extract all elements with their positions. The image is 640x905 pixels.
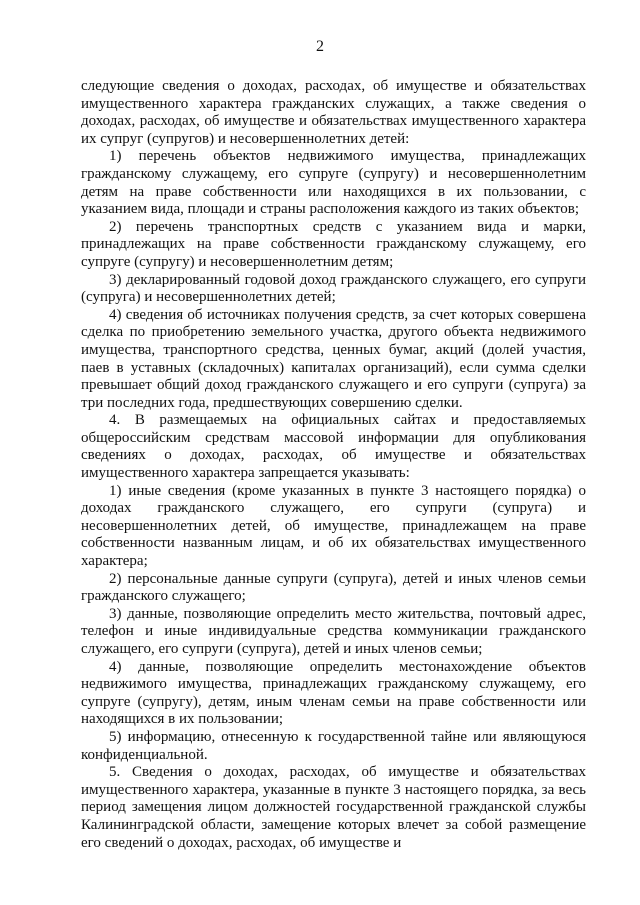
paragraph: 2) перечень транспортных средств с указанием вида и марки, принадлежащих на праве собственности гражданскому служащему, его супруге (супругу) и несовершеннолетним детям; <box>81 218 586 270</box>
document-body <box>81 78 586 852</box>
paragraph: 5. Сведения о доходах, расходах, об имуществе и обязательствах имущественного характера, указанные в пункте 3 настоящего порядка, за весь период замещения лицом должностей государственной гражданской службы Калининградской области, замещение которых влечет за собой размещение его сведений о доходах, расходах, об имуществе и <box>81 764 586 851</box>
paragraph: 4) данные, позволяющие определить местонахождение объектов недвижимого имущества, принадлежащих гражданскому служащему, его супруге (супругу), детям, иным членам семьи на праве собственности или находящихся в их пользовании; <box>81 658 586 728</box>
paragraph: 1) иные сведения (кроме указанных в пункте 3 настоящего порядка) о доходах гражданского служащего, его супруги (супруга) и несовершеннолетних детей, об имуществе, принадлежащем на праве собственности названным лицам, и об их обязательствах имущественного характера; <box>81 482 586 570</box>
paragraph: 5) информацию, отнесенную к государственной тайне или являющуюся конфиденциальной. <box>81 728 586 763</box>
paragraph: 4) сведения об источниках получения средств, за счет которых совершена сделка по приобретению земельного участка, другого объекта недвижимого имущества, транспортного средства, ценных бумаг, акций (долей участия, паев в уставных (складочных) капиталах организаций), если сумма сделки превышает общий доход гражданского служащего и его супруги (супруга) за три последних года, предшествующих совершению сделки. <box>81 306 586 411</box>
paragraph: 1) перечень объектов недвижимого имущества, принадлежащих гражданскому служащему, его супруге (супругу) и несовершеннолетним детям на праве собственности или находящихся в их пользовании, с указанием вида, площади и страны расположения каждого из таких объектов; <box>81 148 586 218</box>
paragraph: 3) декларированный годовой доход гражданского служащего, его супруги (супруга) и несовершеннолетних детей; <box>81 271 586 306</box>
page-number: 2 <box>316 38 324 55</box>
paragraph: 3) данные, позволяющие определить место жительства, почтовый адрес, телефон и иные индивидуальные средства коммуникации гражданского служащего, его супруги (супруга), детей и иных членов семьи; <box>81 605 586 657</box>
paragraph: 2) персональные данные супруги (супруга), детей и иных членов семьи гражданского служащего; <box>81 570 586 605</box>
paragraph: следующие сведения о доходах, расходах, об имуществе и обязательствах имущественного характера гражданских служащих, а также сведения о доходах, расходах, об имуществе и обязательствах имущественного характера их супруг (супругов) и несовершеннолетних детей: <box>81 78 586 147</box>
paragraph: 4. В размещаемых на официальных сайтах и предоставляемых общероссийским средствам массовой информации для опубликования сведениях о доходах, расходах, об имуществе и обязательствах имущественного характера запрещается указывать: <box>81 412 586 482</box>
